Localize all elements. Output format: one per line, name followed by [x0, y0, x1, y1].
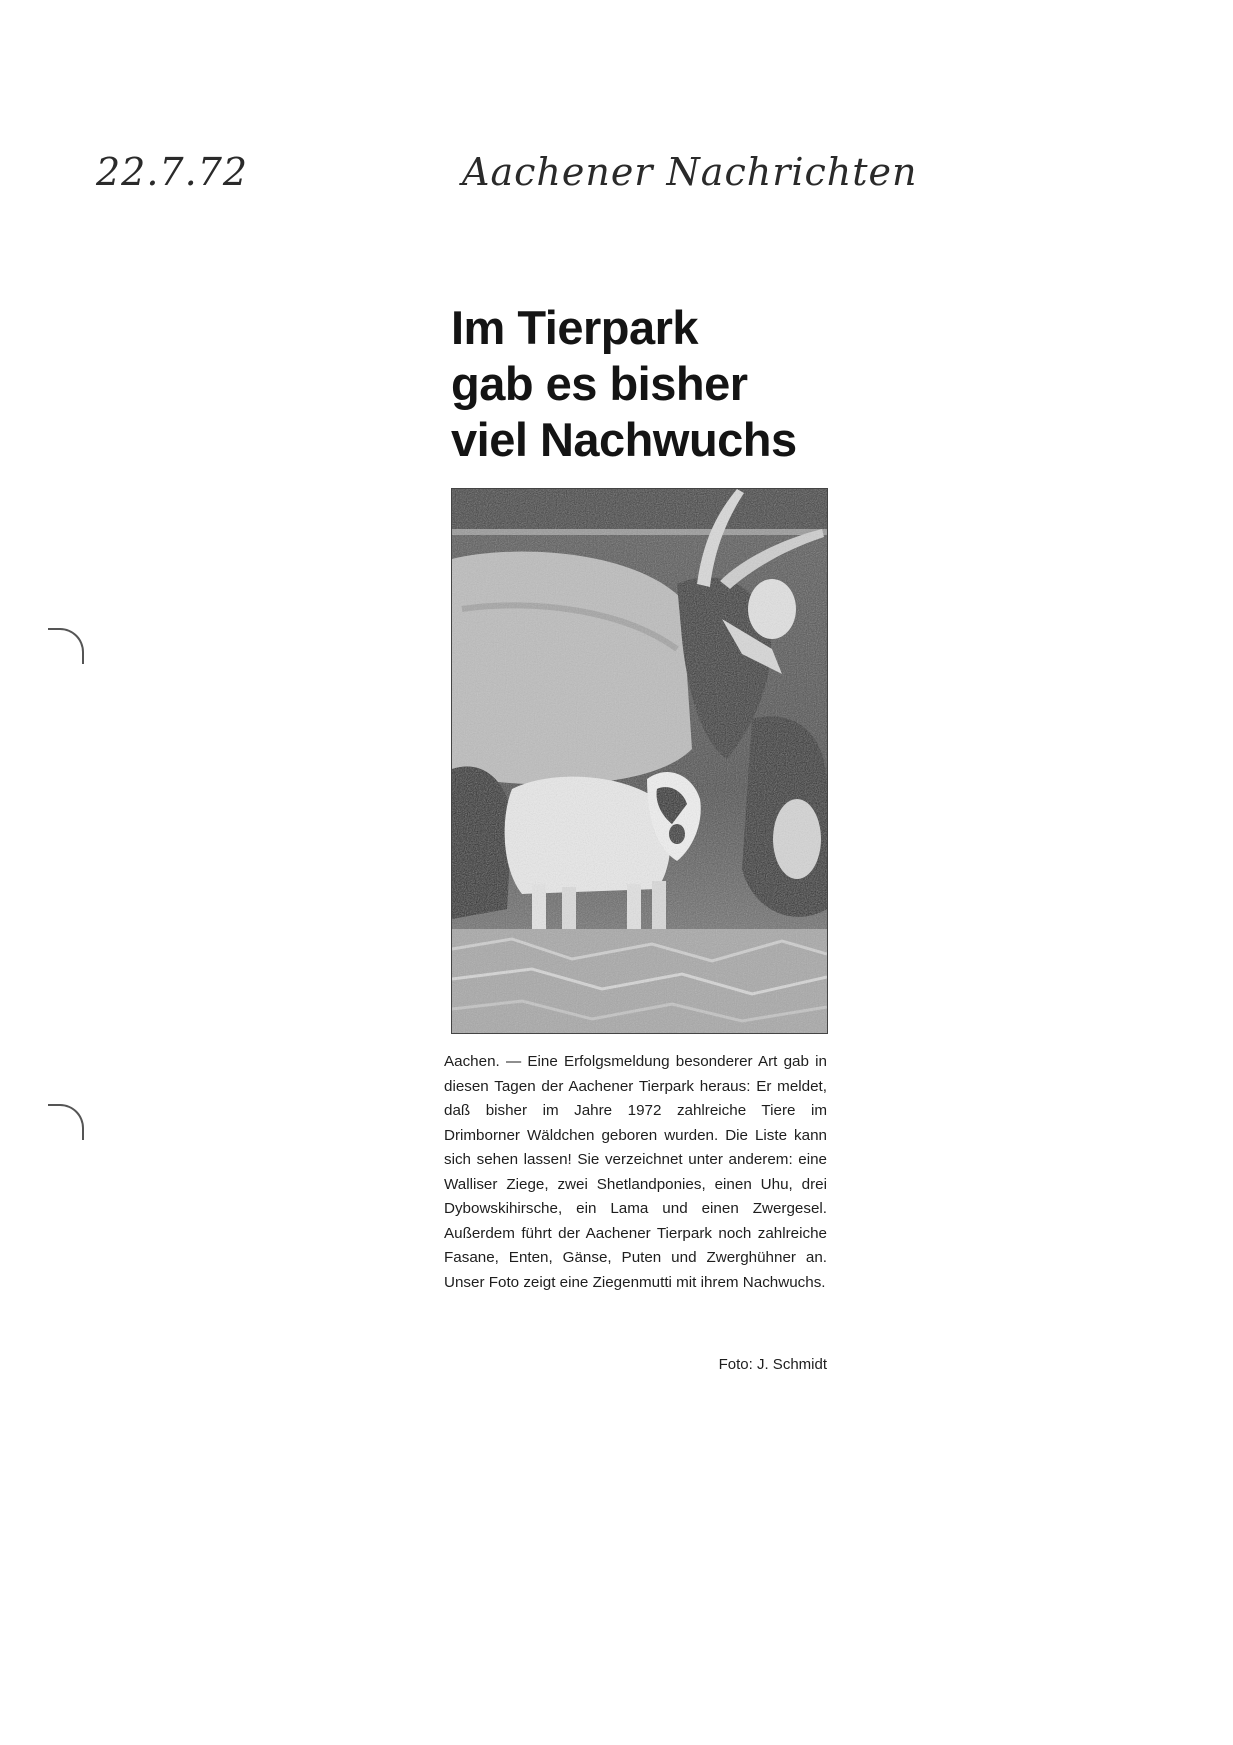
photo-credit: Foto: J. Schmidt	[718, 1356, 827, 1373]
article-photo	[451, 488, 828, 1034]
article-body: Aachen. — Eine Erfolgsmeldung besonderer Art gab in diesen Tagen der Aachener Tierpark heraus: Er meldet, daß bisher im Jahre 1972 zahlreiche Tiere im Drimborner Wäldchen geboren wurden. Die Liste kann sich sehen lassen! Sie verzeichnet unter anderem: eine Walliser Ziege, zwei Shetlandponies, einen Uhu, drei Dybowskihirsche, ein Lama und einen Zwergesel. Außerdem führt der Aachener Tierpark noch zahlreiche Fasane, Enten, Gänse, Puten und Zwerghühner an. Unser Foto zeigt eine Ziegenmutti mit ihrem Nachwuchs.	[444, 1053, 827, 1291]
handwritten-source: Aachener Nachrichten	[462, 150, 918, 194]
headline-line: viel Nachwuchs	[451, 413, 797, 466]
punch-hole-mark	[48, 1104, 84, 1140]
punch-hole-mark	[48, 628, 84, 664]
handwritten-date: 22.7.72	[96, 150, 249, 194]
headline-line: Im Tierpark	[451, 301, 699, 354]
goat-photo-illustration	[452, 489, 827, 1033]
article-headline	[451, 300, 851, 468]
headline-line: gab es bisher	[451, 357, 748, 410]
